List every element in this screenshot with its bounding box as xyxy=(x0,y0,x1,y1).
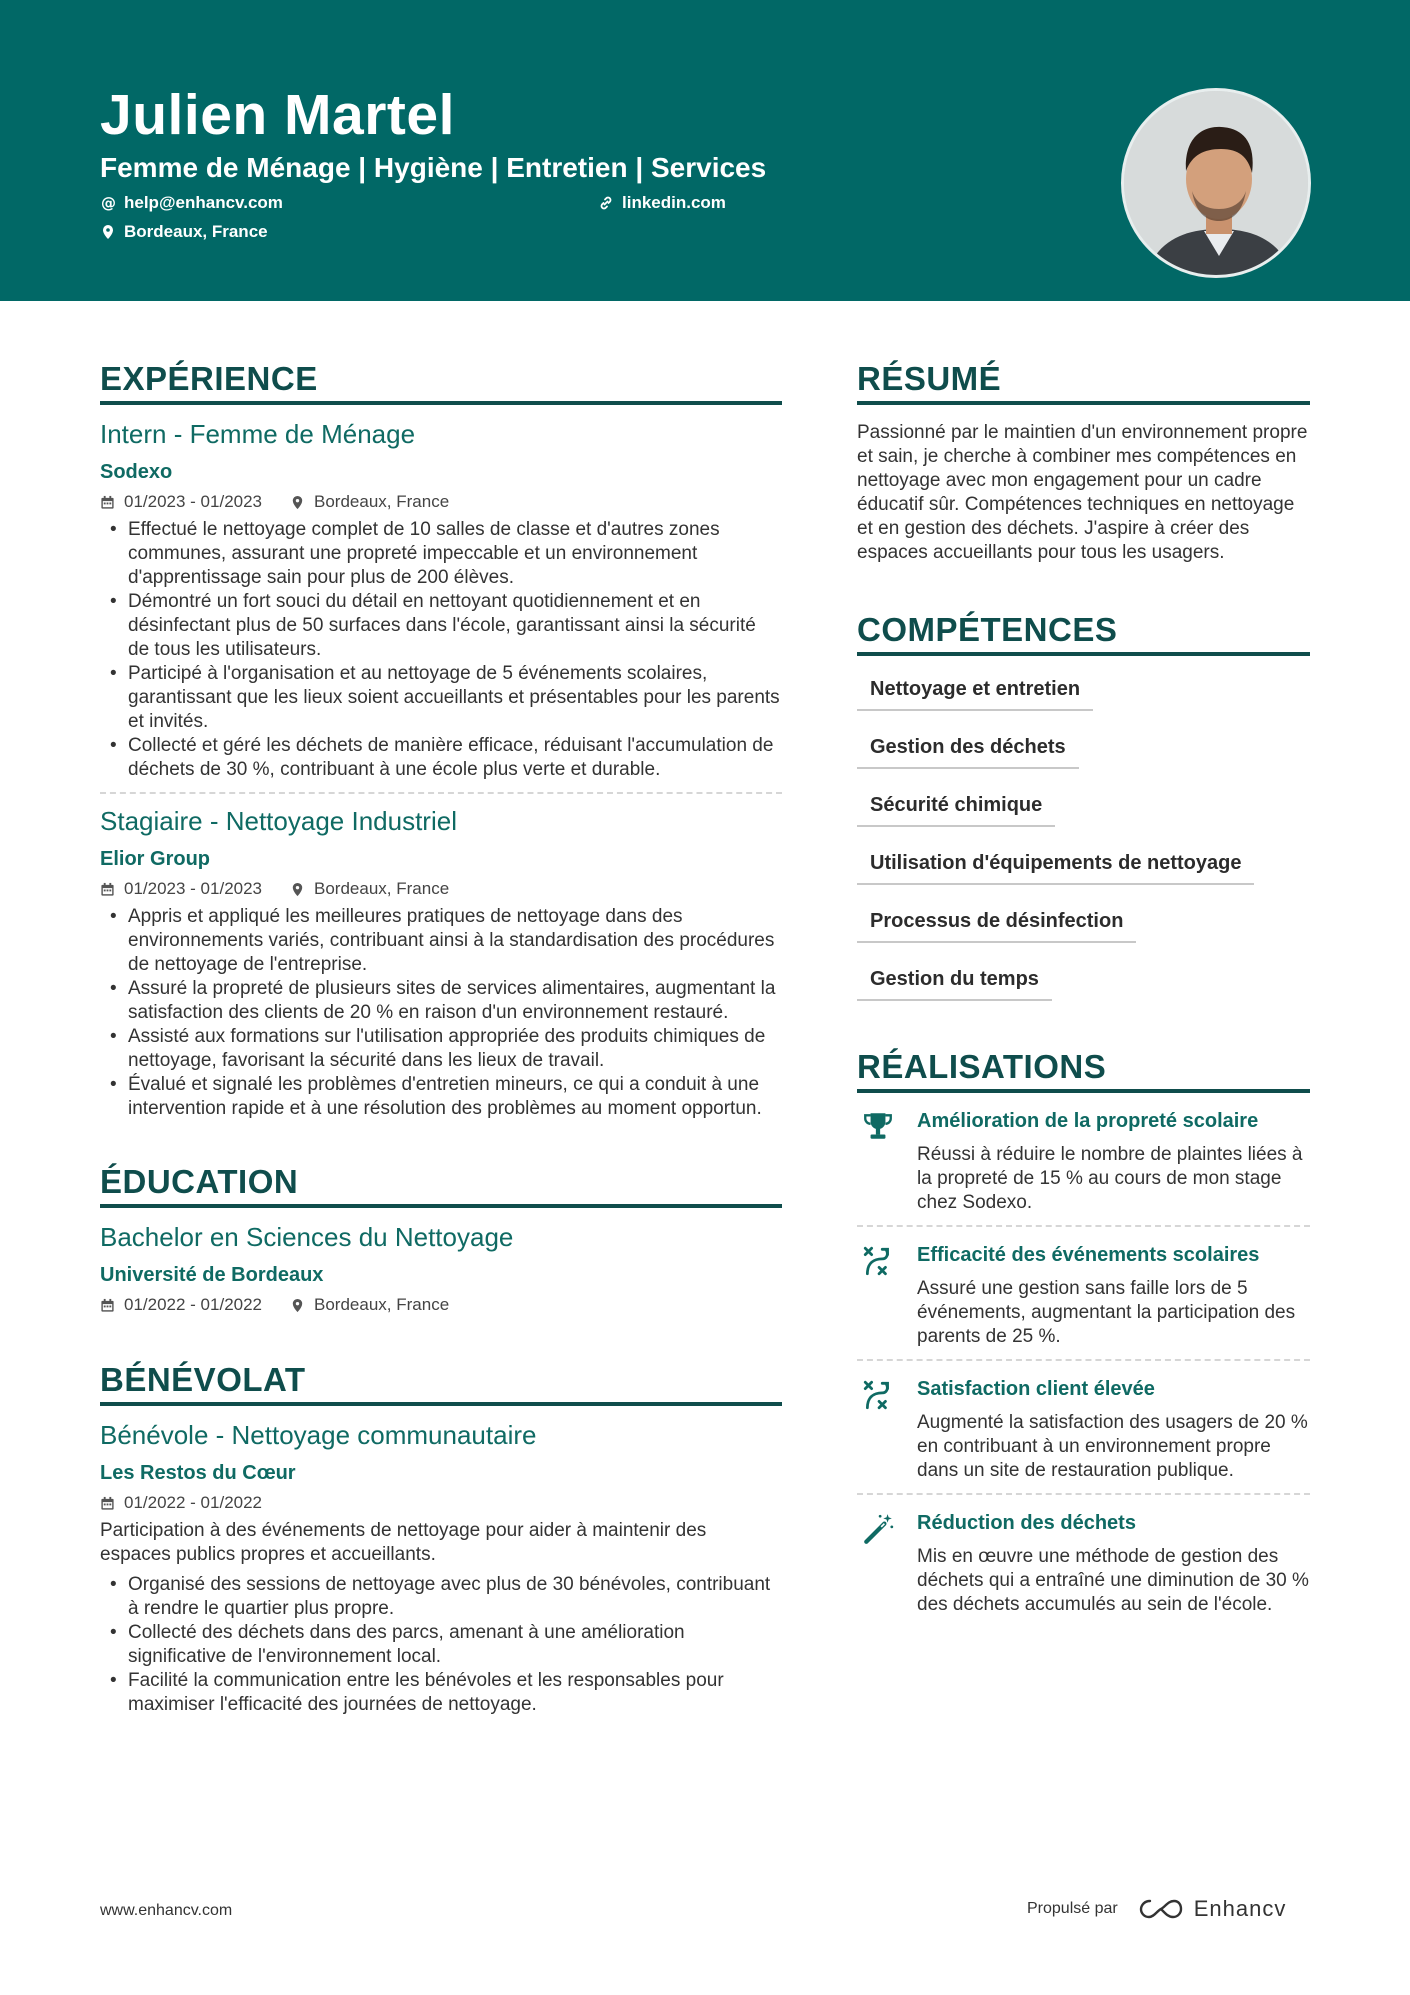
job-meta xyxy=(100,492,782,512)
right-column xyxy=(857,360,1310,1627)
contact-email[interactable] xyxy=(100,193,283,213)
bullet-item: • Organisé des sessions de nettoyage avec plus de 30 bénévoles, contribuant à rendre le quartier plus propre. xyxy=(100,1573,782,1621)
achievement-title: Réduction des déchets xyxy=(917,1512,1136,1534)
location-pin-icon xyxy=(290,882,305,897)
volunteer-heading: BÉNÉVOLAT xyxy=(100,1361,782,1406)
job-title: Intern - Femme de Ménage xyxy=(100,419,416,449)
education-entry xyxy=(100,1222,782,1315)
job-bullets xyxy=(100,518,782,782)
at-icon xyxy=(100,195,116,211)
organization-name: Les Restos du Cœur xyxy=(100,1462,296,1484)
link-icon xyxy=(598,195,614,211)
candidate-name: Julien Martel xyxy=(100,83,455,147)
achievement-item xyxy=(857,1359,1310,1493)
job-bullets xyxy=(100,905,782,1121)
achievement-title: Satisfaction client élevée xyxy=(917,1378,1155,1400)
volunteer-description: Participation à des événements de nettoyage pour aider à maintenir des espaces publics propres et accueillants. xyxy=(100,1520,707,1565)
contact-linkedin[interactable] xyxy=(598,193,726,213)
calendar-icon xyxy=(100,1496,115,1511)
bullet-item: • Assisté aux formations sur l'utilisation appropriée des produits chimiques de nettoyage, favorisant la sécurité dans les lieux de travail. xyxy=(100,1025,782,1073)
calendar-icon xyxy=(100,1298,115,1313)
left-column xyxy=(100,360,782,1717)
company-name: Sodexo xyxy=(100,461,173,483)
strategy-icon xyxy=(861,1244,895,1278)
degree-title: Bachelor en Sciences du Nettoyage xyxy=(100,1222,514,1252)
location-pin-icon xyxy=(290,1298,305,1313)
bullet-item: • Assuré la propreté de plusieurs sites de services alimentaires, augmentant la satisfaction des clients de 20 % en raison d'un environnement restauré. xyxy=(100,977,782,1025)
contact-location xyxy=(100,222,268,242)
achievements-heading: RÉALISATIONS xyxy=(857,1048,1310,1093)
bullet-item: • Collecté et géré les déchets de manière efficace, réduisant l'accumulation de déchets de 30 %, contribuant à une école plus verte et durable. xyxy=(100,734,782,782)
linkedin-text: linkedin.com xyxy=(622,193,726,212)
enhancv-logo-icon xyxy=(1138,1897,1184,1921)
volunteer-title: Bénévole - Nettoyage communautaire xyxy=(100,1420,537,1450)
achievement-description: Assuré une gestion sans faille lors de 5 événements, augmentant la participation des parents de 25 %. xyxy=(917,1278,1296,1347)
svg-text:@: @ xyxy=(101,195,116,211)
skill-tag: Sécurité chimique xyxy=(857,782,1055,827)
header-banner xyxy=(0,0,1410,301)
summary-text: Passionné par le maintien d'un environnement propre et sain, je cherche à combiner mes compétences en nettoyage avec mon engagement pour un cadre éducatif sûr. Compétences techniques en nettoyage et en gestion des déchets. J'aspire à créer des espaces accueillants pour tous les usagers. xyxy=(857,422,1308,563)
achievement-item xyxy=(857,1093,1310,1225)
location-text: Bordeaux, France xyxy=(124,222,268,241)
company-name: Elior Group xyxy=(100,848,210,870)
email-text: help@enhancv.com xyxy=(124,193,283,212)
experience-entry xyxy=(100,806,782,1121)
experience-entry xyxy=(100,419,782,782)
volunteer-meta xyxy=(100,1493,782,1513)
bullet-item: • Démontré un fort souci du détail en nettoyant quotidiennement et en désinfectant plus de 50 surfaces dans l'école, garantissant ainsi la sécurité de tous les utilisateurs. xyxy=(100,590,782,662)
profile-photo xyxy=(1121,88,1311,278)
achievements-list xyxy=(857,1093,1310,1627)
brand-name: Enhancv xyxy=(1193,1896,1287,1921)
footer-website-link[interactable]: www.enhancv.com xyxy=(100,1902,233,1919)
bullet-item: • Facilité la communication entre les bénévoles et les responsables pour maximiser l'efficacité des journées de nettoyage. xyxy=(100,1669,782,1717)
bullet-item: • Participé à l'organisation et au nettoyage de 5 événements scolaires, garantissant que les lieux soient accueillants et présentables pour les parents et invités. xyxy=(100,662,782,734)
skill-tag: Gestion du temps xyxy=(857,956,1052,1001)
location-pin-icon xyxy=(290,495,305,510)
education-meta xyxy=(100,1295,782,1315)
job-meta xyxy=(100,879,782,899)
experience-heading: EXPÉRIENCE xyxy=(100,360,782,405)
skill-tag: Nettoyage et entretien xyxy=(857,666,1093,711)
calendar-icon xyxy=(100,495,115,510)
skill-tag: Utilisation d'équipements de nettoyage xyxy=(857,840,1254,885)
achievement-item xyxy=(857,1493,1310,1627)
job-title: Stagiaire - Nettoyage Industriel xyxy=(100,806,457,836)
job-dates: 01/2023 - 01/2023 xyxy=(124,879,263,898)
education-heading: ÉDUCATION xyxy=(100,1163,782,1208)
achievement-title: Amélioration de la propreté scolaire xyxy=(917,1110,1259,1132)
footer-branding xyxy=(1027,1896,1286,1922)
skill-tag: Processus de désinfection xyxy=(857,898,1136,943)
strategy-icon xyxy=(861,1378,895,1412)
achievement-description: Augmenté la satisfaction des usagers de 20 % en contribuant à un environnement propre dans un site de restauration publique. xyxy=(917,1412,1308,1481)
skill-tag: Gestion des déchets xyxy=(857,724,1079,769)
summary-heading: RÉSUMÉ xyxy=(857,360,1310,405)
achievement-description: Mis en œuvre une méthode de gestion des déchets qui a entraîné une diminution de 30 % des déchets accumulés au sein de l'école. xyxy=(917,1546,1309,1615)
enhancv-logo[interactable] xyxy=(1138,1896,1287,1922)
education-dates: 01/2022 - 01/2022 xyxy=(124,1295,263,1314)
achievement-title: Efficacité des événements scolaires xyxy=(917,1244,1260,1266)
bullet-item: • Appris et appliqué les meilleures pratiques de nettoyage dans des environnements variés, contribuant ainsi à la standardisation des procédures de nettoyage de l'entreprise. xyxy=(100,905,782,977)
avatar-portrait-icon xyxy=(1124,91,1311,278)
school-name: Université de Bordeaux xyxy=(100,1264,324,1286)
bullet-item: • Évalué et signalé les problèmes d'entretien mineurs, ce qui a conduit à une intervention rapide et à une résolution des problèmes au moment opportun. xyxy=(100,1073,782,1121)
magic-wand-icon xyxy=(861,1512,895,1546)
bullet-item: • Effectué le nettoyage complet de 10 salles de classe et d'autres zones communes, assurant une propreté impeccable et un environnement d'apprentissage sain pour plus de 200 élèves. xyxy=(100,518,782,590)
volunteer-bullets xyxy=(100,1573,782,1717)
candidate-title: Femme de Ménage | Hygiène | Entretien | Services xyxy=(100,152,767,183)
entry-divider xyxy=(100,792,782,794)
bullet-item: • Collecté des déchets dans des parcs, amenant à une amélioration significative de l'environnement local. xyxy=(100,1621,782,1669)
achievement-item xyxy=(857,1225,1310,1359)
education-location: Bordeaux, France xyxy=(314,1295,450,1314)
achievement-description: Réussi à réduire le nombre de plaintes liées à la propreté de 15 % au cours de mon stage chez Sodexo. xyxy=(917,1144,1303,1213)
skills-heading: COMPÉTENCES xyxy=(857,611,1310,656)
skills-list xyxy=(857,666,1310,1014)
location-pin-icon xyxy=(100,224,116,240)
job-location: Bordeaux, France xyxy=(314,492,450,511)
calendar-icon xyxy=(100,882,115,897)
volunteer-dates: 01/2022 - 01/2022 xyxy=(124,1493,263,1512)
job-location: Bordeaux, France xyxy=(314,879,450,898)
job-dates: 01/2023 - 01/2023 xyxy=(124,492,263,511)
powered-by-text: Propulsé par xyxy=(1027,1900,1118,1917)
volunteer-entry xyxy=(100,1420,782,1717)
trophy-icon xyxy=(861,1110,895,1144)
